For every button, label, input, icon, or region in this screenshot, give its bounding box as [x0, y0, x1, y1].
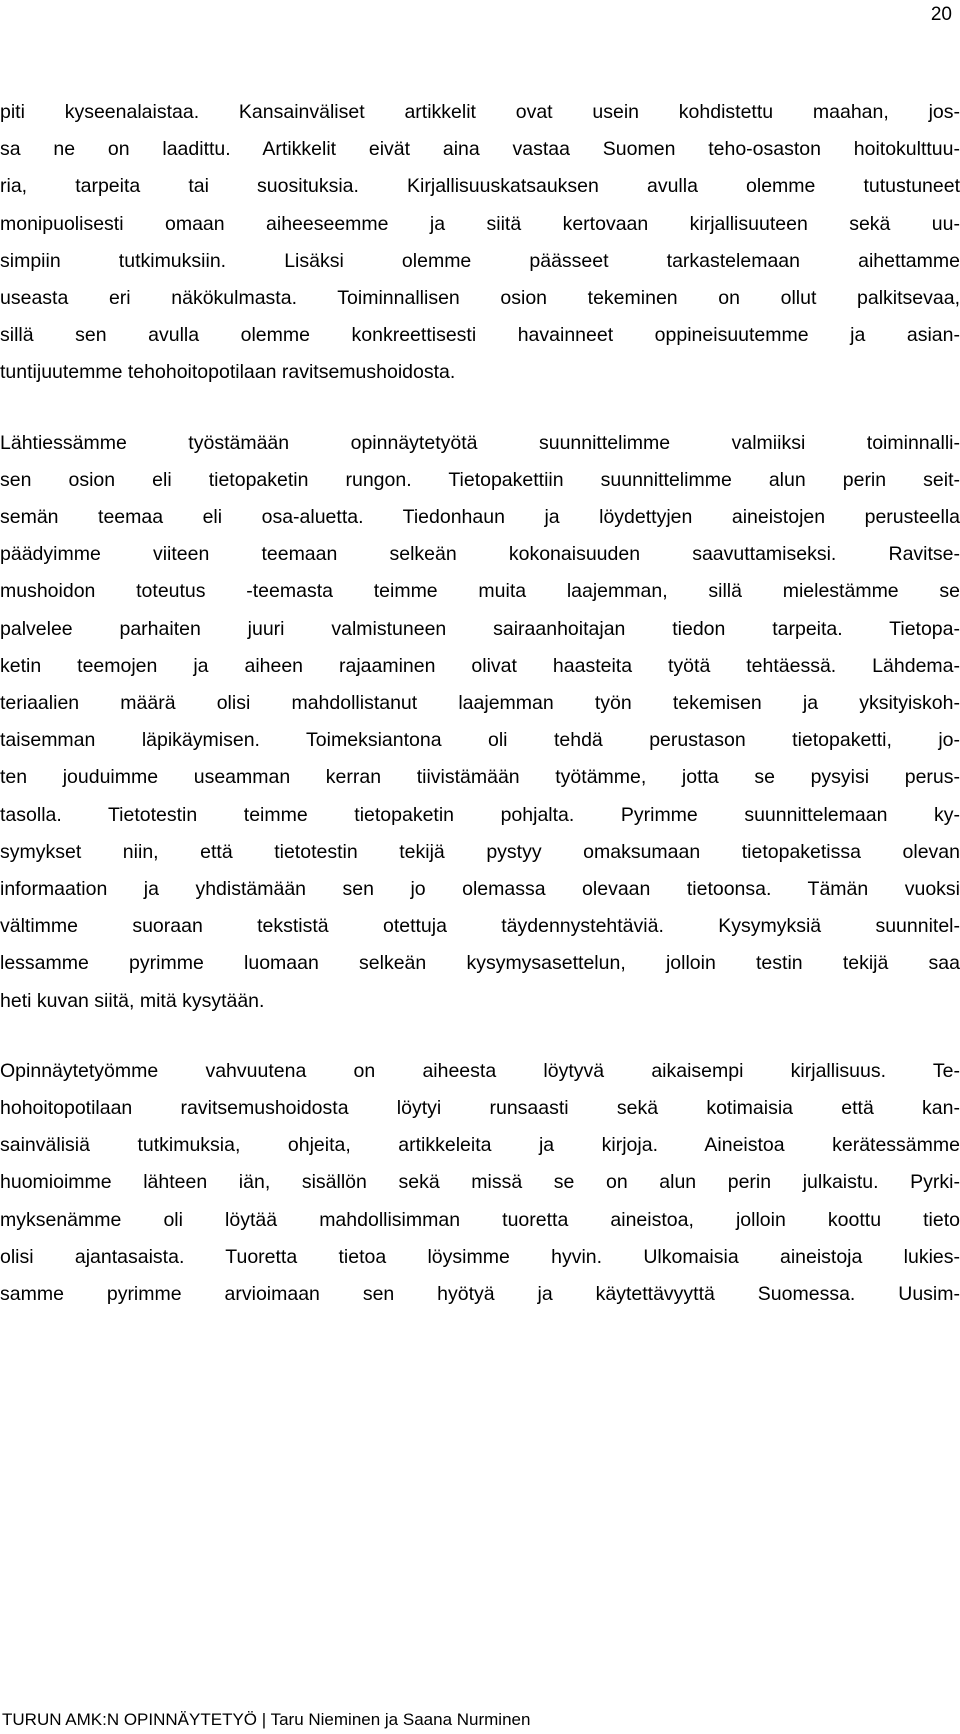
paragraph-line: teriaalien määrä olisi mahdollistanut laajemman työn tekemisen ja yksityiskoh- — [0, 692, 960, 714]
paragraph-line: piti kyseenalaistaa. Kansainväliset artikkelit ovat usein kohdistettu maahan, jos- — [0, 101, 960, 123]
paragraph-line: hohoitopotilaan ravitsemushoidosta löytyi runsaasti sekä kotimaisia että kan- — [0, 1097, 960, 1119]
paragraph-line: olisi ajantasaista. Tuoretta tietoa löysimme hyvin. Ulkomaisia aineistoja lukies- — [0, 1245, 960, 1268]
footer-text: TURUN AMK:N OPINNÄYTETYÖ | Taru Nieminen ja Saana Nurminen — [2, 1710, 531, 1729]
paragraph-line: informaation ja yhdistämään sen jo olemassa olevaan tietoonsa. Tämän vuoksi — [0, 878, 960, 900]
paragraph-line: taisemman läpikäymisen. Toimeksiantona oli tehdä perustason tietopaketti, jo- — [0, 729, 960, 752]
page-number: 20 — [930, 4, 952, 25]
paragraph-line: symykset niin, että tietotestin tekijä pystyy omaksumaan tietopaketissa olevan — [0, 840, 960, 863]
paragraph-line: sen osion eli tietopaketin rungon. Tietopakettiin suunnittelimme alun perin seit- — [0, 468, 960, 491]
paragraph-line: huomioimme lähteen iän, sisällön sekä missä se on alun perin julkaistu. Pyrki- — [0, 1171, 960, 1194]
paragraph-line: sa ne on laadittu. Artikkelit eivät aina vastaa Suomen teho-osaston hoitokulttuu- — [0, 138, 960, 161]
paragraph-line: heti kuvan siitä, mitä kysytään. — [0, 989, 265, 1012]
paragraph-line: myksenämme oli löytää mahdollisimman tuoretta aineistoa, jolloin koottu tieto — [0, 1208, 960, 1231]
paragraph-line: semän teemaa eli osa-aluetta. Tiedonhaun ja löydettyjen aineistojen perusteella — [0, 506, 960, 528]
paragraph-line: vältimme suoraan tekstistä otettuja täydennystehtäviä. Kysymyksiä suunnitel- — [0, 915, 960, 938]
paragraph-line: useasta eri näkökulmasta. Toiminnallisen osion tekeminen on ollut palkitsevaa, — [0, 287, 960, 309]
paragraph-line: simpiin tutkimuksiin. Lisäksi olemme päässeet tarkastelemaan aihettamme — [0, 249, 960, 272]
paragraph-line: ketin teemojen ja aiheen rajaaminen olivat haasteita työtä tehtäessä. Lähdema- — [0, 654, 960, 677]
paragraph-line: ten jouduimme useamman kerran tiivistämään työtämme, jotta se pysyisi perus- — [0, 766, 960, 789]
paragraph-line: Opinnäytetyömme vahvuutena on aiheesta löytyvä aikaisempi kirjallisuus. Te- — [0, 1059, 960, 1082]
paragraph-line: samme pyrimme arvioimaan sen hyötyä ja käytettävyyttä Suomessa. Uusim- — [0, 1283, 960, 1305]
paragraph-line: tasolla. Tietotestin teimme tietopaketin pohjalta. Pyrimme suunnittelemaan ky- — [0, 803, 960, 826]
paragraph-line: tuntijuutemme tehohoitopotilaan ravitsemushoidosta. — [0, 361, 456, 384]
paragraph-line: päädyimme viiteen teemaan selkeän kokonaisuuden saavuttamiseksi. Ravitse- — [0, 543, 960, 566]
paragraph-line: Lähtiessämme työstämään opinnäytetyötä suunnittelimme valmiiksi toiminnalli- — [0, 431, 960, 454]
paragraph-line: sillä sen avulla olemme konkreettisesti havainneet oppineisuutemme ja asian- — [0, 324, 960, 347]
paragraph-line: palvelee parhaiten juuri valmistuneen sairaanhoitajan tiedon tarpeita. Tietopa- — [0, 617, 960, 640]
paragraph-line: mushoidon toteutus -teemasta teimme muita laajemman, sillä mielestämme se — [0, 580, 960, 603]
paragraph-line: ria, tarpeita tai suosituksia. Kirjallisuuskatsauksen avulla olemme tutustuneet — [0, 175, 960, 198]
paragraph-line: monipuolisesti omaan aiheeseemme ja siitä kertovaan kirjallisuuteen sekä uu- — [0, 212, 960, 235]
paragraph-line: sainvälisiä tutkimuksia, ohjeita, artikkeleita ja kirjoja. Aineistoa kerätessämme — [0, 1134, 960, 1157]
paragraph-line: lessamme pyrimme luomaan selkeän kysymysasettelun, jolloin testin tekijä saa — [0, 952, 960, 975]
